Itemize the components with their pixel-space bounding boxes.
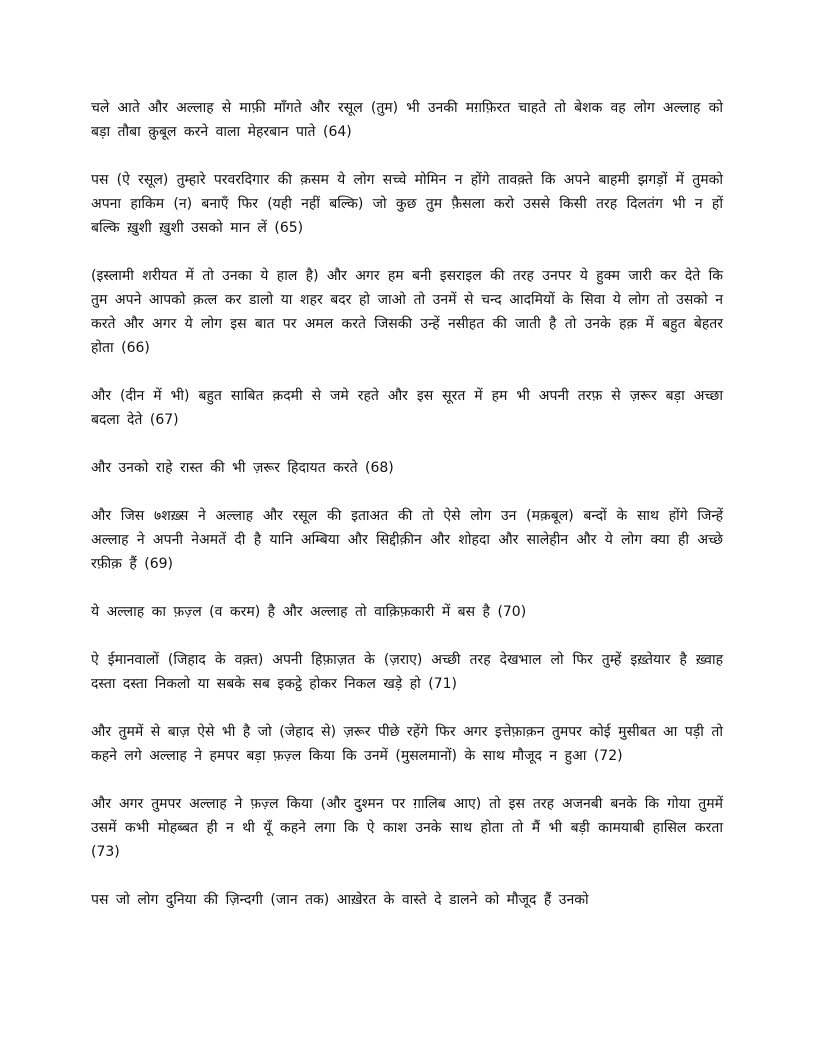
paragraph-verse-64: चले आते और अल्लाह से माफ़ी माँगते और रसूल (तुम) भी उनकी मग़फ़िरत चाहते तो बेशक वह लोग अल्लाह को बड़ा तौबा क़ुबूल करने वाला मेहरबान पाते (64) <box>91 100 723 140</box>
paragraph-verse-72: और तुममें से बाज़ ऐसे भी है जो (जेहाद से) ज़रूर पीछे रहेंगे फिर अगर इत्तेफ़ाक़न तुमपर कोई मुसीबत आ पड़ी तो कहने लगे अल्लाह ने हमपर बड़ा फ़ज़्ल किया कि उनमें (मुसलमानों) के साथ मौजूद न हुआ (72) <box>91 724 723 764</box>
paragraph-verse-73: और अगर तुमपर अल्लाह ने फ़ज़्ल किया (और दुश्मन पर ग़ालिब आए) तो इस तरह अजनबी बनके कि गोया तुममें उसमें कभी मोहब्बत ही न थी यूँ कहने लगा कि ऐ काश उनके साथ होता तो मैं भी बड़ी कामयाबी हासिल करता (73) <box>91 796 723 860</box>
document-page <box>91 96 723 936</box>
paragraph-verse-68: और उनको राहे रास्त की भी ज़रूर हिदायत करते (68) <box>91 460 394 476</box>
paragraph-verse-65: पस (ऐ रसूल) तुम्हारे परवरदिगार की क़सम ये लोग सच्चे मोमिन न होंगे तावक़्ते कि अपने बाहमी झगड़ों में तुमको अपना हाकिम (न) बनाएँ फिर (यही नहीं बल्कि) जो कुछ तुम फ़ैसला करो उससे किसी तरह दिलतंग भी न हों बल्कि ख़ुशी ख़ुशी उसको मान लें (65) <box>91 172 723 236</box>
paragraph-verse-70: ये अल्लाह का फ़ज़्ल (व करम) है और अल्लाह तो वाक़िफ़कारी में बस है (70) <box>91 604 527 620</box>
paragraph-continuation: पस जो लोग दुनिया की ज़िन्दगी (जान तक) आख़ेरत के वास्ते दे डालने को मौजूद हैं उनको <box>91 892 589 908</box>
paragraph-verse-67: और (दीन में भी) बहुत साबित क़दमी से जमे रहते और इस सूरत में हम भी अपनी तरफ़ से ज़रूर बड़ा अच्छा बदला देते (67) <box>91 388 723 428</box>
paragraph-verse-69: और जिस ७शख़्स ने अल्लाह और रसूल की इताअत की तो ऐसे लोग उन (मक़बूल) बन्दों के साथ होंगे जिन्हें अल्लाह ने अपनी नेअमतें दी है यानि अम्बिया और सिद्दीक़ीन और शोहदा और सालेहीन और ये लोग क्या ही अच्छे रफ़ीक़ हैं (69) <box>91 508 723 572</box>
paragraph-verse-66: (इस्लामी शरीयत में तो उनका ये हाल है) और अगर हम बनी इसराइल की तरह उनपर ये हुक्म जारी कर देते कि तुम अपने आपको क़त्ल कर डालो या शहर बदर हो जाओ तो उनमें से चन्द आदमियों के सिवा ये लोग तो उसको न करते और अगर ये लोग इस बात पर अमल करते जिसकी उन्हें नसीहत की जाती है तो उनके हक़ में बहुत बेहतर होता (66) <box>91 268 723 356</box>
paragraph-verse-71: ऐ ईमानवालों (जिहाद के वक़्त) अपनी हिफ़ाज़त के (ज़राए) अच्छी तरह देखभाल लो फिर तुम्हें इख़्तेयार है ख़्वाह दस्ता दस्ता निकलो या सबके सब इकट्ठे होकर निकल खड़े हो (71) <box>91 652 723 692</box>
